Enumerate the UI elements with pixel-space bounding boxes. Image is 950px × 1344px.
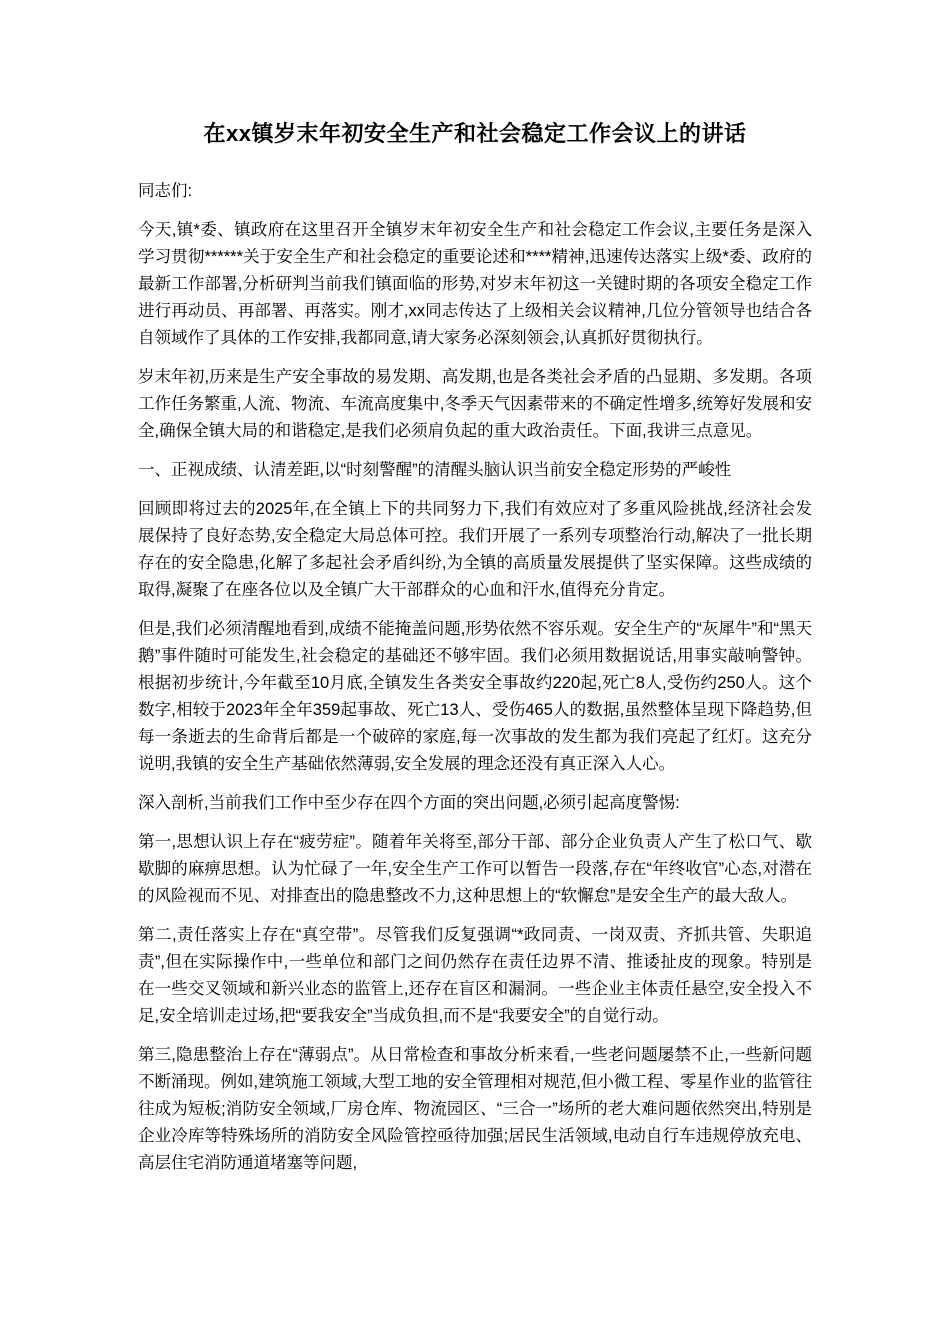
paragraph-point-3: 第三,隐患整治上存在“薄弱点”。从日常检查和事故分析来看,一些老问题屡禁不止,一些新问题不断涌现。例如,建筑施工领域,大型工地的安全管理相对规范,但小微工程、零星作业的监管往往成为短板;消防安全领域,厂房仓库、物流园区、“三合一”场所的老大难问题依然突出,特别是企业冷库等特殊场所的消防安全风险管控亟待加强;居民生活领域,电动自行车违规停放充电、高层住宅消防通道堵塞等问题, — [138, 1045, 812, 1172]
paragraph-point-2: 第二,责任落实上存在“真空带”。尽管我们反复强调“*政同责、一岗双责、齐抓共管、失职追责”,但在实际操作中,一些单位和部门之间仍然存在责任边界不清、推诿扯皮的现象。特别是在一些交叉领域和新兴业态的监管上,还存在盲区和漏洞。一些企业主体责任悬空,安全投入不足,安全培训走过场,把“要我安全”当成负担,而不是“我要安全”的自觉行动。 — [138, 925, 812, 1025]
document-title: 在xx镇岁末年初安全生产和社会稳定工作会议上的讲话 — [203, 121, 747, 146]
paragraph: 但是,我们必须清醒地看到,成绩不能掩盖问题,形势依然不容乐观。安全生产的“灰犀牛”和“黑天鹅”事件随时可能发生,社会稳定的基础还不够牢固。我们必须用数据说话,用事实敲响警钟。根据初步统计,今年截至10月底,全镇发生各类安全事故约220起,死亡8人,受伤约250人。这个数字,相较于2023年全年359起事故、死亡13人、受伤465人的数据,虽然整体呈现下降趋势,但每一条逝去的生命背后都是一个破碎的家庭,每一次事故的发生都为我们亮起了红灯。这充分说明,我镇的安全生产基础依然薄弱,安全发展的理念还没有真正深入人心。 — [138, 619, 812, 773]
paragraph: 岁末年初,历来是生产安全事故的易发期、高发期,也是各类社会矛盾的凸显期、多发期。各项工作任务繁重,人流、物流、车流高度集中,冬季天气因素带来的不确定性增多,统筹好发展和安全,确保全镇大局的和谐稳定,是我们必须肩负起的重大政治责任。下面,我讲三点意见。 — [138, 367, 812, 440]
paragraph: 回顾即将过去的2025年,在全镇上下的共同努力下,我们有效应对了多重风险挑战,经济社会发展保持了良好态势,安全稳定大局总体可控。我们开展了一系列专项整治行动,解决了一批长期存在的安全隐患,化解了多起社会矛盾纠纷,为全镇的高质量发展提供了坚实保障。这些成绩的取得,凝聚了在座各位以及全镇广大干部群众的心血和汗水,值得充分肯定。 — [138, 499, 812, 599]
section-heading-1: 一、正视成绩、认清差距,以“时刻警醒”的清醒头脑认识当前安全稳定形势的严峻性 — [138, 460, 732, 479]
paragraph-salutation: 同志们: — [138, 181, 193, 200]
paragraph: 今天,镇*委、镇政府在这里召开全镇岁末年初安全生产和社会稳定工作会议,主要任务是深入学习贯彻******关于安全生产和社会稳定的重要论述和****精神,迅速传达落实上级*委、政府的最新工作部署,分析研判当前我们镇面临的形势,对岁末年初这一关键时期的各项安全稳定工作进行再动员、再部署、再落实。刚才,xx同志传达了上级相关会议精神,几位分管领导也结合各自领域作了具体的工作安排,我都同意,请大家务必深刻领会,认真抓好贯彻执行。 — [138, 220, 812, 347]
paragraph: 深入剖析,当前我们工作中至少存在四个方面的突出问题,必须引起高度警惕: — [138, 793, 680, 812]
paragraph-point-1: 第一,思想认识上存在“疲劳症”。随着年关将至,部分干部、部分企业负责人产生了松口气、歇歇脚的麻痹思想。认为忙碌了一年,安全生产工作可以暂告一段落,存在“年终收官”心态,对潜在的风险视而不见、对排查出的隐患整改不力,这种思想上的“软懈怠”是安全生产的最大敌人。 — [138, 832, 812, 905]
